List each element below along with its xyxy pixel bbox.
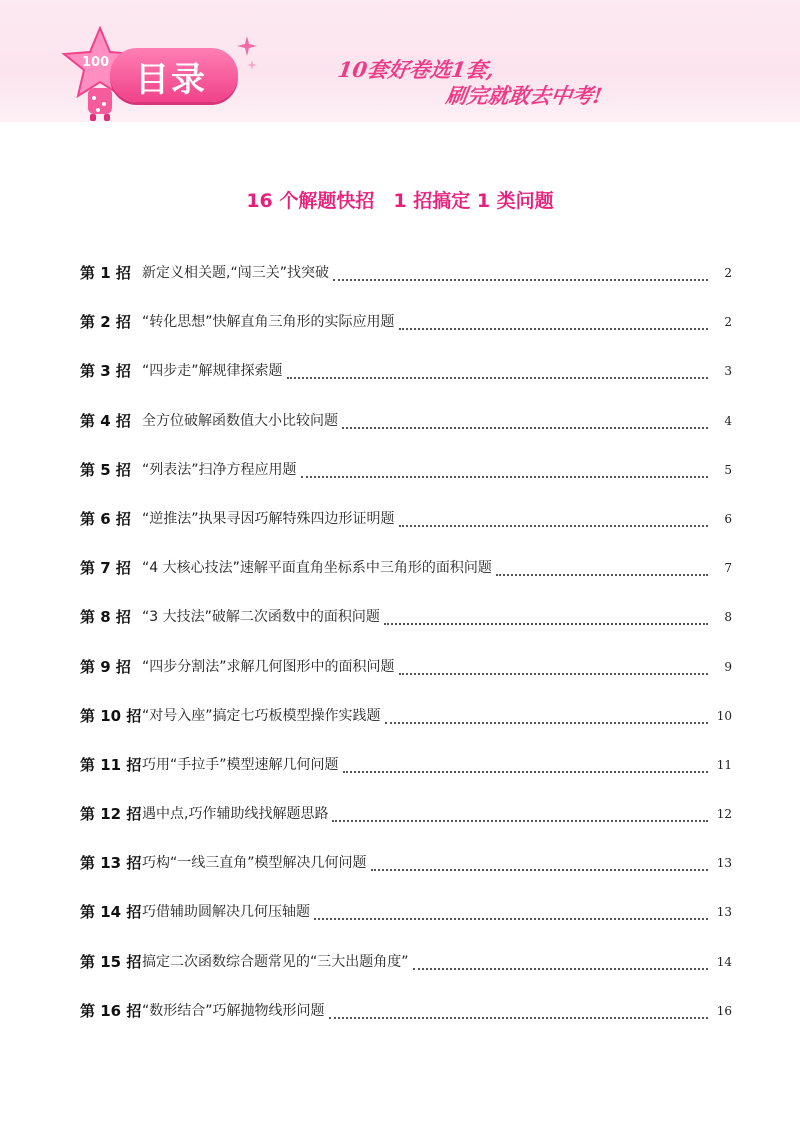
- toc-entry-page: 11: [716, 757, 732, 772]
- toc-entry-title: “对号入座”搞定七巧板模型操作实践题: [142, 707, 381, 724]
- toc-entry-title: 遇中点,巧作辅助线找解题思路: [142, 806, 329, 823]
- toc-leader-dots: [385, 708, 708, 724]
- toc-entry-12[interactable]: [80, 803, 732, 852]
- toc-entry-number: 第 12 招: [80, 805, 142, 824]
- toc-entry-title: 新定义相关题,“闯三关”找突破: [142, 265, 329, 281]
- toc-entry-13[interactable]: [80, 852, 732, 901]
- toc-entry-title: 巧用“手拉手”模型速解几何问题: [142, 756, 339, 773]
- toc-entry-page: 2: [724, 315, 732, 330]
- toc-entry-page: 2: [724, 266, 732, 280]
- toc-entry-number: 第 9 招: [80, 657, 131, 676]
- toc-entry-15[interactable]: [80, 951, 732, 1000]
- toc-leader-dots: [333, 265, 708, 281]
- toc-entry-8[interactable]: [80, 606, 732, 655]
- toc-leader-dots: [342, 413, 708, 429]
- toc-entry-page: 12: [716, 807, 732, 822]
- toc-entry-4[interactable]: [80, 410, 732, 459]
- toc-entry-page: 9: [724, 659, 732, 674]
- toc-entry-number: 第 16 招: [80, 1001, 142, 1020]
- toc-entry-page: 13: [716, 856, 732, 871]
- toc-entry-page: 14: [716, 954, 732, 969]
- toc-entry-1[interactable]: [80, 262, 732, 311]
- toc-entry-title: “数形结合”巧解抛物线形问题: [142, 1002, 325, 1019]
- toc-entry-number: 第 1 招: [80, 264, 131, 282]
- toc-leader-dots: [301, 462, 708, 478]
- page-title: 目录: [135, 60, 207, 100]
- section-subtitle: 16 个解题快招 1 招搞定 1 类问题: [246, 190, 554, 212]
- sparkle-icon: [236, 36, 258, 72]
- toc-entry-2[interactable]: [80, 311, 732, 360]
- toc-leader-dots: [371, 855, 708, 871]
- slogan-line-2: 刷完就敢去中考!: [444, 83, 604, 108]
- toc-entry-14[interactable]: [80, 901, 732, 950]
- toc-leader-dots: [399, 659, 708, 675]
- toc-leader-dots: [399, 511, 708, 527]
- toc-entry-number: 第 13 招: [80, 854, 142, 873]
- toc-entry-10[interactable]: [80, 705, 732, 754]
- toc-entry-title: “逆推法”执果寻因巧解特殊四边形证明题: [142, 510, 395, 527]
- toc-entry-title: “3 大技法”破解二次函数中的面积问题: [142, 609, 380, 626]
- toc-leader-dots: [332, 806, 708, 822]
- toc-entry-number: 第 4 招: [80, 411, 131, 430]
- toc-entry-number: 第 6 招: [80, 509, 131, 528]
- toc-entry-number: 第 15 招: [80, 952, 142, 971]
- toc-leader-dots: [314, 904, 708, 920]
- toc-entry-page: 10: [716, 708, 732, 723]
- toc-entry-number: 第 7 招: [80, 559, 131, 578]
- toc-entry-page: 8: [724, 610, 732, 625]
- toc-leader-dots: [399, 314, 708, 330]
- toc-entry-number: 第 2 招: [80, 313, 131, 332]
- slogan-line-1: 10套好卷选1套,: [336, 57, 496, 82]
- toc-entry-title: 全方位破解函数值大小比较问题: [142, 412, 338, 429]
- toc-entry-title: “转化思想”快解直角三角形的实际应用题: [142, 314, 395, 331]
- toc-entry-page: 16: [716, 1003, 732, 1018]
- toc-entry-page: 3: [724, 364, 732, 379]
- toc-entry-9[interactable]: [80, 656, 732, 705]
- toc-entry-title: 巧构“一线三直角”模型解决几何问题: [142, 855, 367, 872]
- toc-entry-page: 6: [724, 511, 732, 526]
- toc-entry-title: “列表法”扫净方程应用题: [142, 461, 297, 478]
- toc-entry-number: 第 14 招: [80, 903, 142, 922]
- toc-entry-title: “4 大核心技法”速解平面直角坐标系中三角形的面积问题: [142, 560, 492, 577]
- toc-leader-dots: [343, 757, 708, 773]
- toc-entry-number: 第 11 招: [80, 755, 142, 774]
- toc-entry-5[interactable]: [80, 459, 732, 508]
- toc-entry-11[interactable]: [80, 754, 732, 803]
- toc-entry-title: 巧借辅助圆解决几何压轴题: [142, 904, 310, 921]
- toc-entry-7[interactable]: [80, 557, 732, 606]
- toc-leader-dots: [287, 363, 708, 379]
- toc-entry-number: 第 10 招: [80, 706, 142, 725]
- toc-entry-number: 第 8 招: [80, 608, 131, 627]
- toc-entry-number: 第 3 招: [80, 362, 131, 381]
- toc-entry-title: “四步走”解规律探索题: [142, 363, 283, 380]
- toc-entry-title: “四步分割法”求解几何图形中的面积问题: [142, 658, 395, 675]
- toc-entry-page: 5: [724, 462, 732, 477]
- toc-leader-dots: [496, 560, 708, 576]
- toc-leader-dots: [329, 1003, 708, 1019]
- toc-entry-title: 搞定二次函数综合题常见的“三大出题角度”: [142, 953, 409, 970]
- toc-leader-dots: [384, 609, 708, 625]
- toc-entry-3[interactable]: [80, 360, 732, 409]
- toc-entry-page: 13: [716, 905, 732, 920]
- toc-entry-page: 4: [724, 413, 732, 428]
- toc-leader-dots: [413, 954, 708, 970]
- toc-entry-number: 第 5 招: [80, 460, 131, 479]
- toc-entry-16[interactable]: [80, 1000, 732, 1049]
- table-of-contents: [80, 262, 732, 1049]
- svg-text:100: 100: [82, 55, 110, 70]
- toc-entry-page: 7: [724, 561, 732, 576]
- toc-entry-6[interactable]: [80, 508, 732, 557]
